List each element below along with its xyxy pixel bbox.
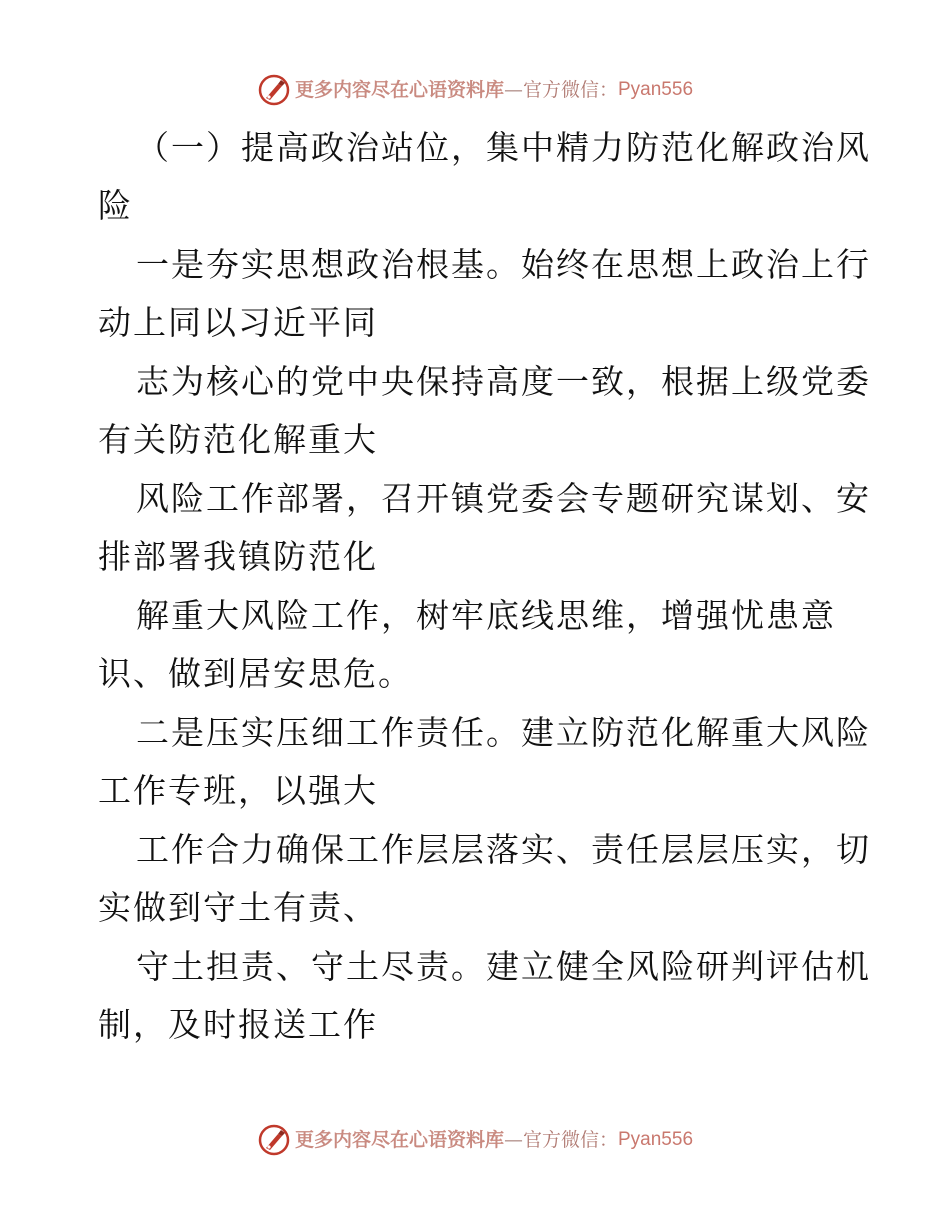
- watermark-middle: 官方微信：: [522, 79, 618, 101]
- watermark-prefix: 更多内容尽在心语资料库: [294, 1129, 504, 1151]
- watermark-wechat-id: Pyan556: [618, 79, 694, 100]
- text-line: 风险工作部署，召开镇党委会专题研究谋划、安: [136, 479, 871, 518]
- text-line: 志为核心的党中央保持高度一致，根据上级党委: [136, 362, 871, 401]
- text-line: 识、做到居安思危。: [98, 654, 413, 693]
- pen-nib-logo-icon: [257, 1123, 291, 1157]
- watermark-dash: —: [503, 79, 523, 101]
- text-line: 有关防范化解重大: [98, 420, 378, 459]
- text-line: 解重大风险工作，树牢底线思维，增强忧患意: [136, 596, 836, 635]
- pen-nib-logo-icon: [257, 73, 291, 107]
- watermark-dash: —: [503, 1129, 523, 1151]
- watermark-prefix: 更多内容尽在心语资料库: [294, 79, 504, 101]
- text-line: 实做到守土有责、: [98, 888, 378, 927]
- text-line: 一是夯实思想政治根基。始终在思想上政治上行: [136, 245, 871, 284]
- text-line: 工作专班，以强大: [98, 771, 378, 810]
- text-line: 守土担责、守土尽责。建立健全风险研判评估机: [136, 947, 871, 986]
- text-line: 排部署我镇防范化: [98, 537, 378, 576]
- watermark-middle: 官方微信：: [522, 1129, 618, 1151]
- text-line: 二是压实压细工作责任。建立防范化解重大风险: [136, 713, 871, 752]
- text-line: （一）提高政治站位，集中精力防范化解政治风: [136, 128, 871, 167]
- text-line: 制，及时报送工作: [98, 1005, 378, 1044]
- watermark-banner-top: [0, 70, 950, 110]
- watermark-wechat-id: Pyan556: [618, 1129, 694, 1150]
- text-line: 险: [98, 186, 133, 225]
- text-line: 动上同以习近平同: [98, 303, 378, 342]
- text-line: 工作合力确保工作层层落实、责任层层压实，切: [136, 830, 871, 869]
- watermark-banner-bottom: [0, 1120, 950, 1160]
